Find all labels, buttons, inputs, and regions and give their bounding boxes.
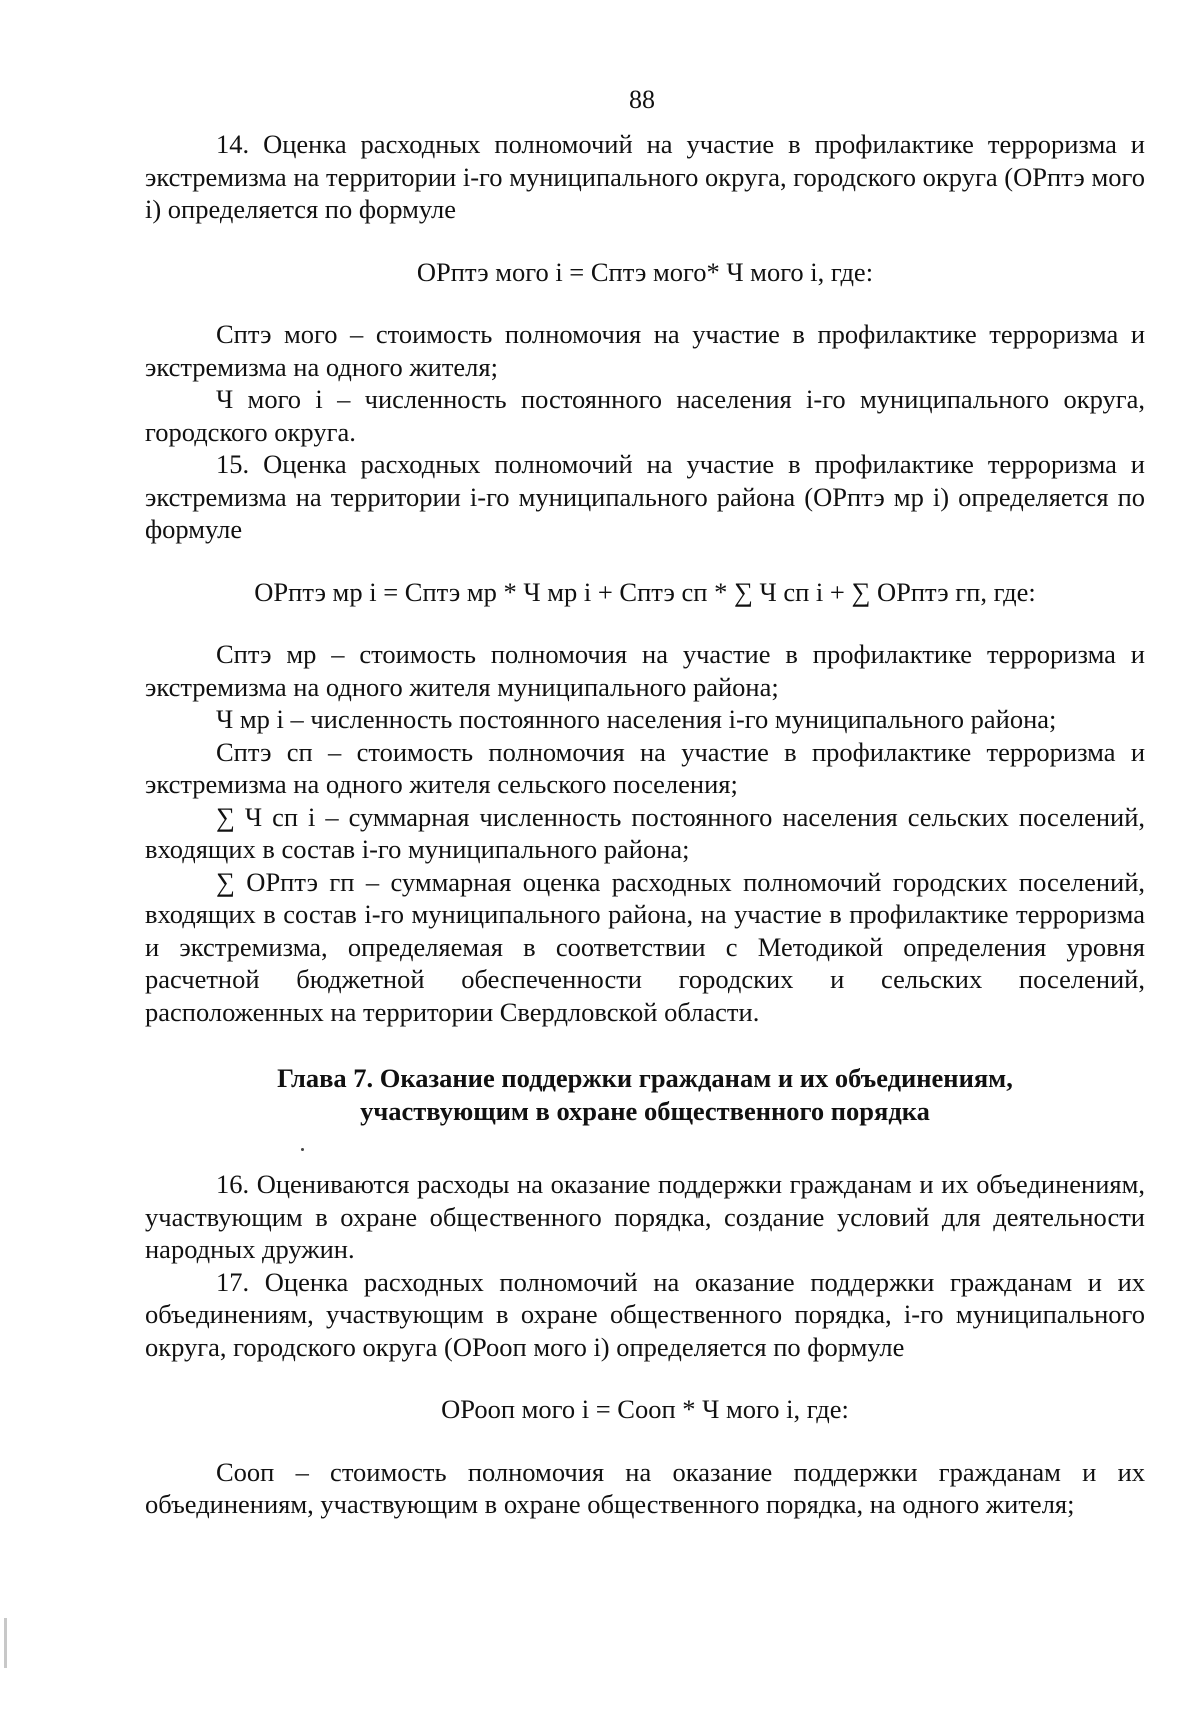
definition-soop: Сооп – стоимость полномочия на оказание поддержки гражданам и их объединениям, участвующим в охране общественного порядка, на одного жителя; — [145, 1456, 1145, 1519]
scan-edge-mark — [4, 1618, 7, 1668]
definition-sptemogo: Сптэ мого – стоимость полномочия на участие в профилактике терроризма и экстремизма на одного жителя; — [145, 319, 1145, 382]
paragraph-15: 15. Оценка расходных полномочий на участие в профилактике терроризма и экстремизма на территории i-го муниципального района (ОРптэ мр i) определяется по формуле — [145, 449, 1145, 544]
scan-speck — [301, 1148, 304, 1151]
definition-sptesp: Сптэ сп – стоимость полномочия на участие в профилактике терроризма и экстремизма на одного жителя сельского поселения; — [145, 736, 1145, 799]
definition-chmogo: Ч мого i – численность постоянного населения i-го муниципального округа, городского округа. — [145, 384, 1145, 447]
formula-17: ОРооп мого i = Сооп * Ч мого i, где: — [441, 1394, 849, 1424]
formula-15: ОРптэ мр i = Сптэ мр * Ч мр i + Сптэ сп * ∑ Ч сп i + ∑ ОРптэ гп, где: — [254, 576, 1036, 607]
paragraph-17: 17. Оценка расходных полномочий на оказание поддержки гражданам и их объединениям, участвующим в охране общественного порядка, i-го муниципального округа, городского округа (ОРооп мого i) определяется по формуле — [145, 1266, 1145, 1362]
document-body — [145, 128, 1145, 1521]
formula-14: ОРптэ мого i = Сптэ мого* Ч мого i, где: — [416, 256, 874, 287]
paragraph-14: 14. Оценка расходных полномочий на участие в профилактике терроризма и экстремизма на территории i-го муниципального округа, городского округа (ОРптэ мого i) определяется по формуле — [145, 129, 1145, 224]
definition-chmr: Ч мр i – численность постоянного населения i-го муниципального района; — [216, 704, 1057, 734]
paragraph-16: 16. Оцениваются расходы на оказание поддержки гражданам и их объединениям, участвующим в охране общественного порядка, создание условий для деятельности народных дружин. — [145, 1169, 1145, 1264]
definition-sum-chsp: ∑ Ч сп i – суммарная численность постоянного населения сельских поселений, входящих в состав i-го муниципального района; — [145, 801, 1145, 864]
definition-sum-orptegp: ∑ ОРптэ гп – суммарная оценка расходных полномочий городских поселений, входящих в состав i-го муниципального района, на участие в профилактике терроризма и экстремизма, определяемая в соответствии с Методикой определения уровня расчетной бюджетной обеспеченности городских и сельских поселений, расположенных на территории Свердловской области. — [145, 866, 1145, 1027]
definition-sptemr: Сптэ мр – стоимость полномочия на участие в профилактике терроризма и экстремизма на одного жителя муниципального района; — [145, 639, 1145, 702]
page-number: 88 — [629, 85, 655, 114]
chapter-heading-line-1: Глава 7. Оказание поддержки гражданам и их объединениям, — [277, 1063, 1013, 1093]
chapter-heading-line-2: участвующим в охране общественного порядка — [360, 1096, 930, 1126]
